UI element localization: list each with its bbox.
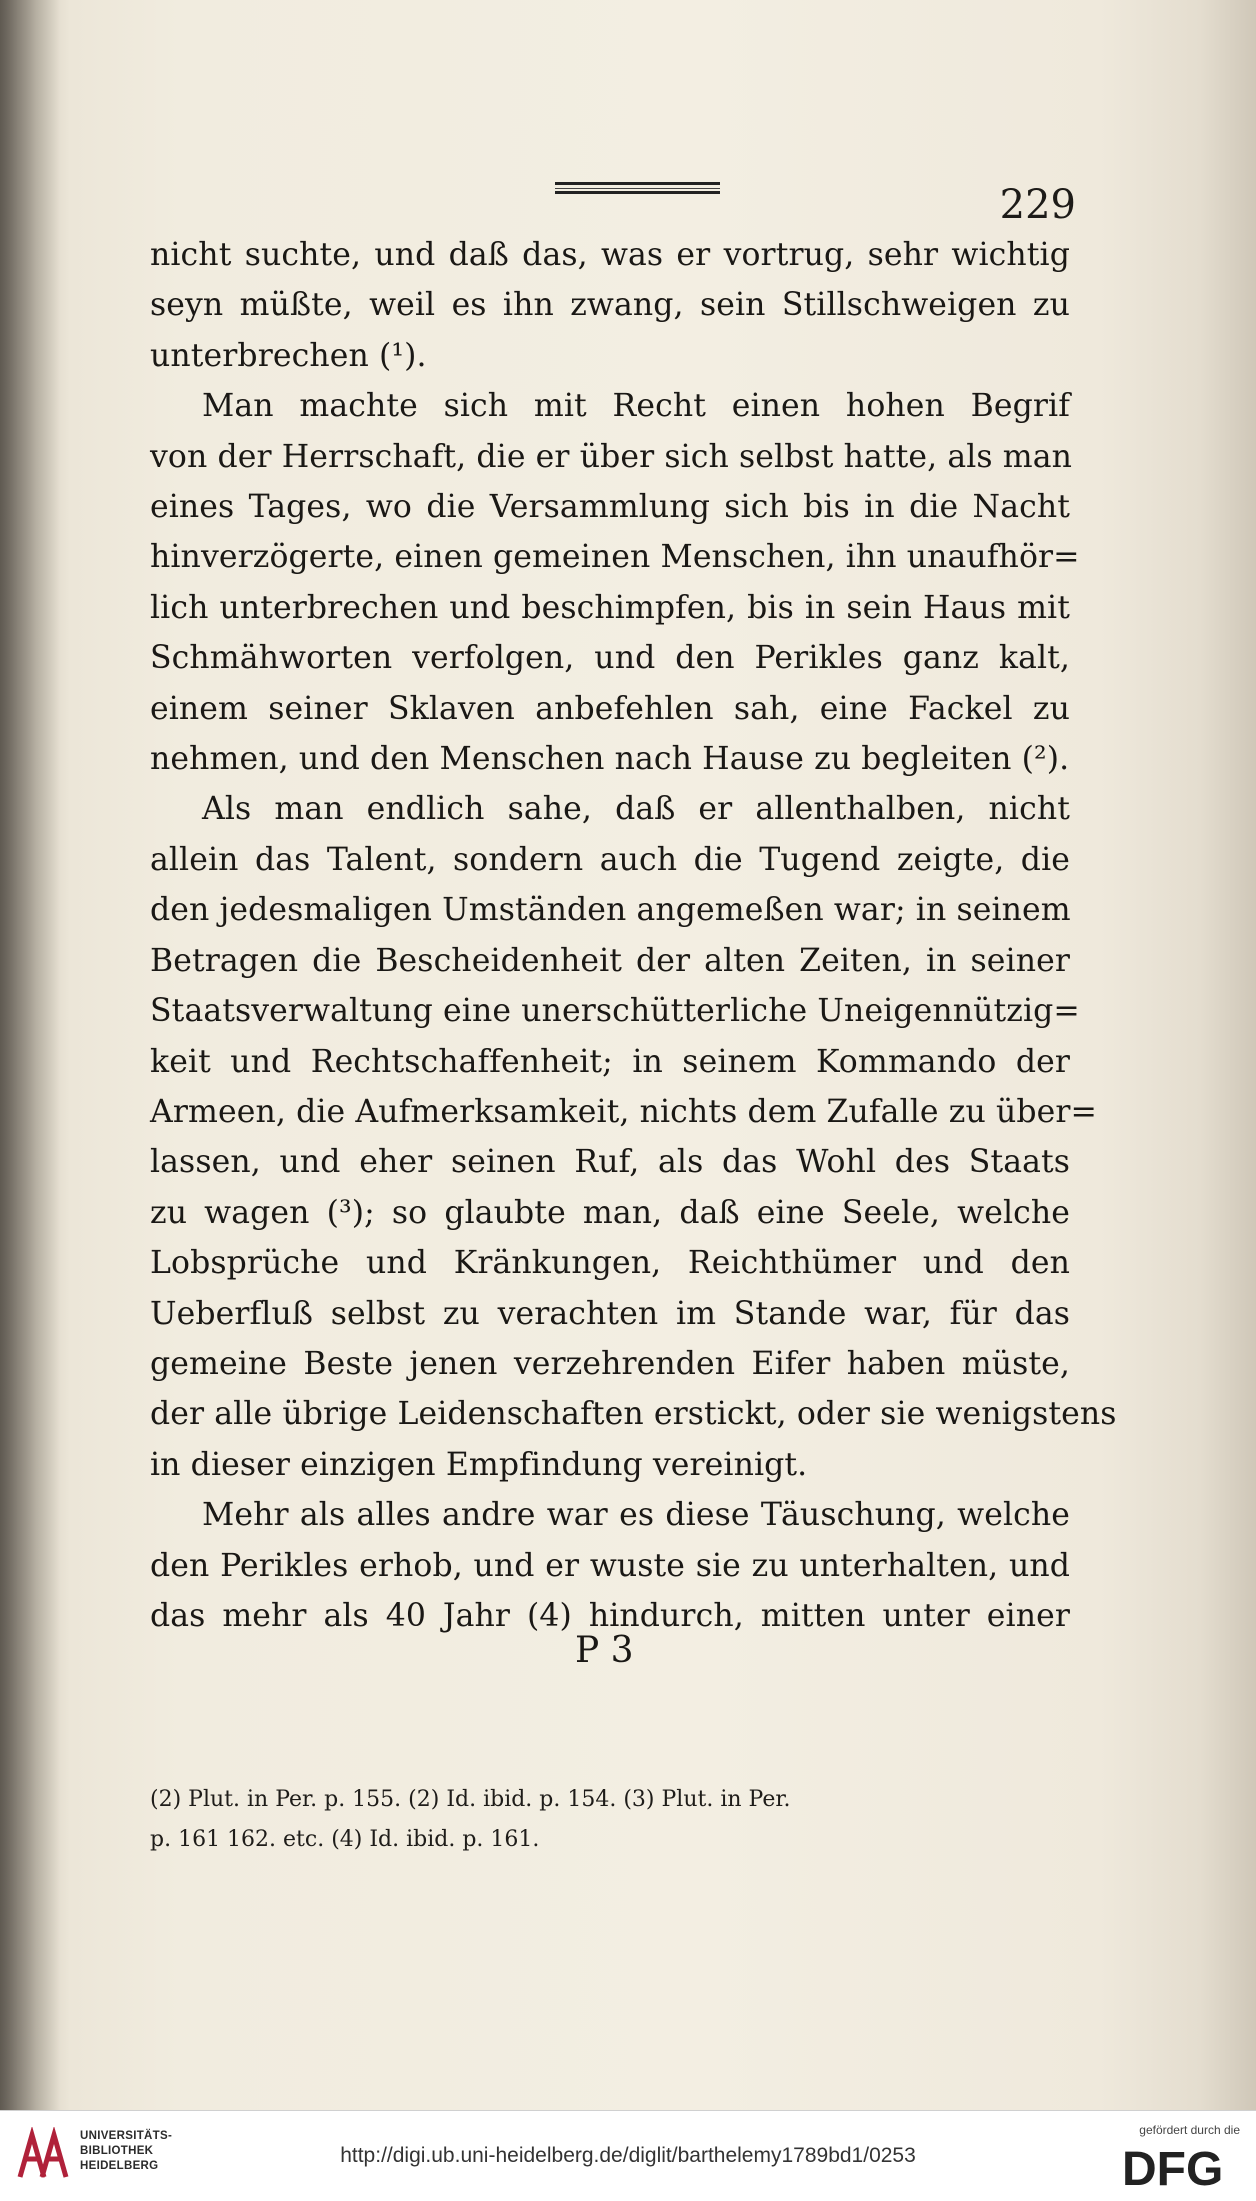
dfg-logo-text: DFG xyxy=(1122,2143,1224,2191)
book-spine-shadow xyxy=(0,0,60,2110)
text-line: einem seiner Sklaven anbefehlen sah, eine Fackel zu xyxy=(150,690,1070,727)
text-line: Man machte sich mit Recht einen hohen Begrif xyxy=(202,388,1070,425)
text-line: zu wagen (³); so glaubte man, daß eine Seele, welche xyxy=(150,1194,1070,1231)
text-line: eines Tages, wo die Versammlung sich bis in die Nacht xyxy=(150,489,1070,526)
text-line: das mehr als 40 Jahr (4) hindurch, mitten unter einer xyxy=(150,1597,1070,1634)
funding-caption: gefördert durch die xyxy=(1139,2123,1240,2137)
dfg-logo-icon xyxy=(1122,2141,1240,2191)
book-page xyxy=(150,160,1117,2100)
body-text xyxy=(150,230,1117,1641)
text-line: allein das Talent, sondern auch die Tugend zeigte, die xyxy=(150,841,1070,878)
text-line: hinverzögerte, einen gemeinen Menschen, ihn unaufhör= xyxy=(150,539,1080,576)
text-line: keit und Rechtschaffenheit; in seinem Kommando der xyxy=(150,1043,1070,1080)
text-line: Schmähworten verfolgen, und den Perikles ganz kalt, xyxy=(150,640,1070,677)
text-line: den Perikles erhob, und er wuste sie zu unterhalten, und xyxy=(150,1547,1070,1584)
text-line: Armeen, die Aufmerksamkeit, nichts dem Zufalle zu über= xyxy=(150,1093,1097,1130)
footnote-line: p. 161 162. etc. (4) Id. ibid. p. 161. xyxy=(150,1827,540,1852)
text-line: Lobsprüche und Kränkungen, Reichthümer und den xyxy=(150,1245,1070,1282)
text-line: Ueberfluß selbst zu verachten im Stande war, für das xyxy=(150,1295,1070,1332)
text-line: von der Herrschaft, die er über sich selbst hatte, als man xyxy=(150,438,1073,475)
text-line: Staatsverwaltung eine unerschütterliche Uneigennützig= xyxy=(150,993,1080,1030)
text-line: in dieser einzigen Empfindung vereinigt. xyxy=(150,1446,808,1483)
text-line: nicht suchte, und daß das, was er vortrug, sehr wichtig xyxy=(150,237,1070,273)
institution-line: HEIDELBERG xyxy=(80,2160,159,2172)
text-line: nehmen, und den Menschen nach Hause zu begleiten (²). xyxy=(150,741,1070,778)
text-line: der alle übrige Leidenschaften erstickt, oder sie wenigstens xyxy=(150,1396,1117,1433)
text-line: Als man endlich sahe, daß er allenthalben, nicht xyxy=(202,791,1070,828)
footnotes xyxy=(150,1780,1090,1860)
text-line: den jedesmaligen Umständen angemeßen war; in seinem xyxy=(150,892,1071,929)
text-line: seyn müßte, weil es ihn zwang, sein Stillschweigen zu xyxy=(150,287,1070,324)
header-rule xyxy=(555,182,720,194)
page-number: 229 xyxy=(999,182,1076,228)
institution-line: UNIVERSITÄTS- xyxy=(80,2130,173,2142)
text-line: lassen, und eher seinen Ruf, als das Wohl des Staats xyxy=(150,1144,1070,1181)
text-line: Betragen die Bescheidenheit der alten Zeiten, in seiner xyxy=(150,942,1070,979)
viewer-footer xyxy=(0,2110,1256,2201)
signature-mark: P 3 xyxy=(575,1630,634,1671)
text-line: unterbrechen (¹). xyxy=(150,337,427,374)
text-line: lich unterbrechen und beschimpfen, bis in sein Haus mit xyxy=(150,589,1070,626)
institution-line: BIBLIOTHEK xyxy=(80,2145,154,2157)
permalink-url[interactable]: http://digi.ub.uni-heidelberg.de/diglit/barthelemy1789bd1/0253 xyxy=(340,2144,916,2167)
text-line: Mehr als alles andre war es diese Täuschung, welche xyxy=(202,1497,1070,1534)
text-line: gemeine Beste jenen verzehrenden Eifer haben müste, xyxy=(150,1345,1070,1382)
footnote-line: (2) Plut. in Per. p. 155. (2) Id. ibid. p. 154. (3) Plut. in Per. xyxy=(150,1787,791,1812)
